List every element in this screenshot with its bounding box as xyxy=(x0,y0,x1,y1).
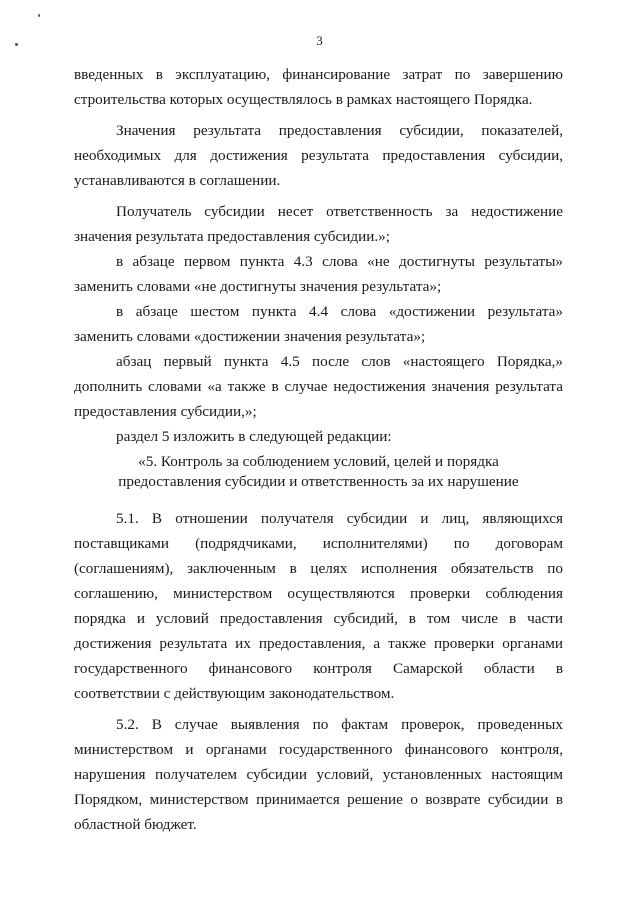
section-heading: «5. Контроль за соблюдением условий, целей и порядка предоставления субсидии и ответственность за их нарушение xyxy=(118,453,519,490)
paragraph: раздел 5 изложить в следующей редакции: xyxy=(116,428,392,445)
paragraph: в абзаце шестом пункта 4.4 слова «достижении результата» заменить словами «достижении значения результата»; xyxy=(74,303,563,345)
paragraph: введенных в эксплуатацию, финансирование затрат по завершению строительства которых осуществлялось в рамках настоящего Порядка. xyxy=(74,66,563,108)
paragraph: Значения результата предоставления субсидии, показателей, необходимых для достижения результата предоставления субсидии, устанавливаются в соглашении. xyxy=(74,122,563,189)
document-body xyxy=(74,62,563,837)
scan-speck xyxy=(38,14,40,17)
page-number: 3 xyxy=(316,33,323,48)
paragraph: 5.2. В случае выявления по фактам проверок, проведенных министерством и органами государственного финансового контроля, нарушения получателем субсидии условий, установленных настоящим Порядком, министерством принимается решение о возврате субсидии в областной бюджет. xyxy=(74,716,563,833)
paragraph: 5.1. В отношении получателя субсидии и лиц, являющихся поставщиками (подрядчиками, исполнителями) по договорам (соглашениям), заключенным в целях исполнения обязательств по соглашению, министерством осуществляются проверки соблюдения порядка и условий предоставления субсидий, в том числе в части достижения результата их предоставления, а также проверки органами государственного финансового контроля Самарской области в соответствии с действующим законодательством. xyxy=(74,510,563,702)
paragraph: абзац первый пункта 4.5 после слов «настоящего Порядка,» дополнить словами «а также в случае недостижения значения результата предоставления субсидии,»; xyxy=(74,353,563,420)
paragraph: в абзаце первом пункта 4.3 слова «не достигнуты результаты» заменить словами «не достигнуты значения результата»; xyxy=(74,253,563,295)
paragraph: Получатель субсидии несет ответственность за недостижение значения результата предоставления субсидии.»; xyxy=(74,203,563,245)
